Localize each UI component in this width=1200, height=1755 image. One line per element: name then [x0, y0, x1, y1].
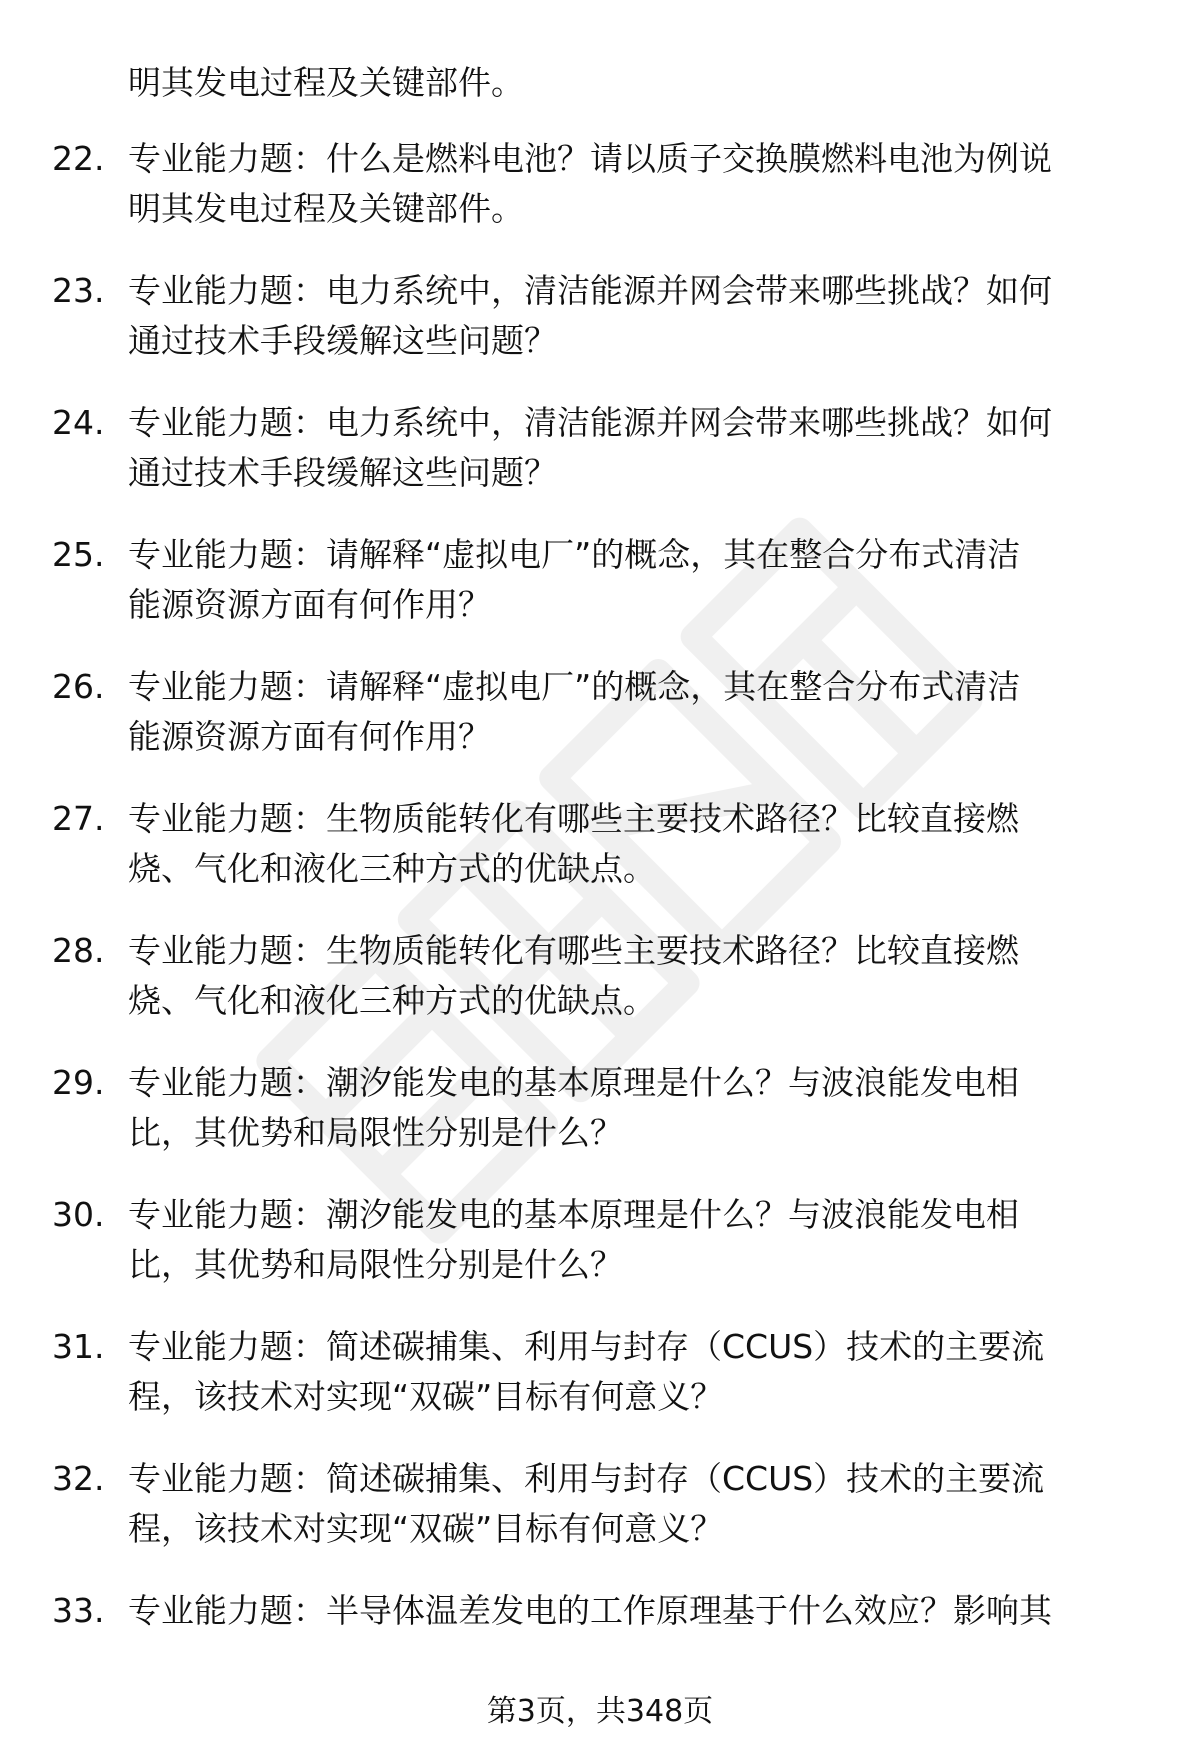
question-number: 31. [52, 1327, 105, 1366]
question-text-line: 通过技术手段缓解这些问题？ [128, 321, 557, 360]
page-footer [0, 1692, 1200, 1732]
question-text-line: 专业能力题：半导体温差发电的工作原理基于什么效应？影响其 [128, 1591, 1052, 1630]
question-text [128, 1454, 1138, 1554]
question-item [0, 134, 1200, 266]
question-number: 24. [52, 403, 105, 442]
question-item [0, 662, 1200, 794]
question-item [0, 1190, 1200, 1322]
question-text [128, 662, 1138, 762]
question-text [128, 134, 1138, 234]
question-text-line: 烧、气化和液化三种方式的优缺点。 [128, 849, 656, 888]
question-text [128, 266, 1138, 366]
question-number: 25. [52, 535, 105, 574]
question-text-line: 专业能力题：生物质能转化有哪些主要技术路径？比较直接燃 [128, 931, 1019, 970]
page-number-label: 第3页，共348页 [486, 1694, 714, 1729]
question-item [0, 794, 1200, 926]
question-text-line: 专业能力题：请解释“虚拟电厂”的概念，其在整合分布式清洁 [128, 667, 1021, 706]
question-text-line: 能源资源方面有何作用？ [128, 585, 491, 624]
question-item [0, 266, 1200, 398]
question-number: 32. [52, 1459, 105, 1498]
question-text-line: 能源资源方面有何作用？ [128, 717, 491, 756]
question-text-line: 专业能力题：潮汐能发电的基本原理是什么？与波浪能发电相 [128, 1063, 1019, 1102]
question-number: 26. [52, 667, 105, 706]
question-number: 30. [52, 1195, 105, 1234]
question-number: 22. [52, 139, 105, 178]
question-text-line: 专业能力题：电力系统中，清洁能源并网会带来哪些挑战？如何 [128, 271, 1052, 310]
question-item [0, 1454, 1200, 1586]
question-item [0, 530, 1200, 662]
question-text-line: 明其发电过程及关键部件。 [128, 189, 524, 228]
question-text [128, 926, 1138, 1026]
question-text-line: 专业能力题：什么是燃料电池？请以质子交换膜燃料电池为例说 [128, 139, 1052, 178]
question-text-line: 专业能力题：生物质能转化有哪些主要技术路径？比较直接燃 [128, 799, 1019, 838]
question-text [128, 1322, 1138, 1422]
question-text-line: 通过技术手段缓解这些问题？ [128, 453, 557, 492]
question-text-line: 专业能力题：简述碳捕集、利用与封存（CCUS）技术的主要流 [128, 1459, 1045, 1498]
question-text [128, 530, 1138, 630]
question-text [128, 398, 1138, 498]
question-text [128, 1190, 1138, 1290]
question-text-line: 程，该技术对实现“双碳”目标有何意义？ [128, 1377, 724, 1416]
question-text-line: 专业能力题：电力系统中，清洁能源并网会带来哪些挑战？如何 [128, 403, 1052, 442]
question-text-line: 专业能力题：请解释“虚拟电厂”的概念，其在整合分布式清洁 [128, 535, 1021, 574]
question-text-line: 程，该技术对实现“双碳”目标有何意义？ [128, 1509, 724, 1548]
continuation-text: 明其发电过程及关键部件。 [128, 63, 524, 102]
question-item [0, 398, 1200, 530]
question-text [128, 1058, 1138, 1158]
question-text-line: 专业能力题：简述碳捕集、利用与封存（CCUS）技术的主要流 [128, 1327, 1045, 1366]
question-number: 28. [52, 931, 105, 970]
question-list [0, 134, 1200, 1718]
question-item [0, 926, 1200, 1058]
question-number: 33. [52, 1591, 105, 1630]
question-text-line: 比，其优势和局限性分别是什么？ [128, 1245, 623, 1284]
question-number: 27. [52, 799, 105, 838]
question-number: 29. [52, 1063, 105, 1102]
question-text-line: 比，其优势和局限性分别是什么？ [128, 1113, 623, 1152]
question-text [128, 794, 1138, 894]
question-item [0, 1058, 1200, 1190]
question-number: 23. [52, 271, 105, 310]
question-text [128, 1586, 1138, 1636]
question-item [0, 1322, 1200, 1454]
question-text-line: 烧、气化和液化三种方式的优缺点。 [128, 981, 656, 1020]
question-text-line: 专业能力题：潮汐能发电的基本原理是什么？与波浪能发电相 [128, 1195, 1019, 1234]
